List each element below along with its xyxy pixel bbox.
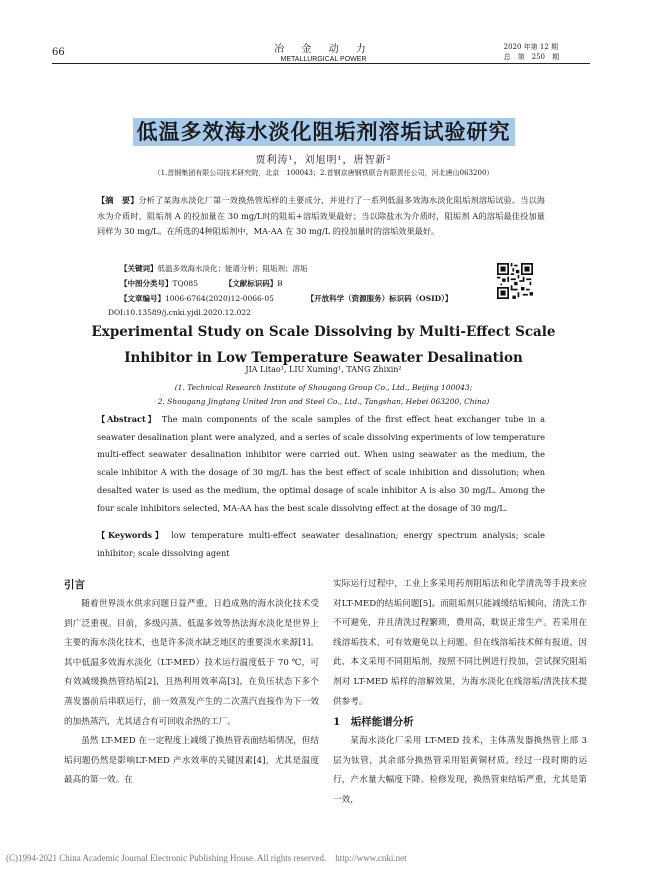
abstract-cn-label: 【摘 要】 xyxy=(97,195,139,205)
copyright-footer: (C)1994-2021 China Academic Journal Electronic Publishing House. All rights reserved. http://www.cnki.net xyxy=(6,853,407,863)
clc-value: TQ085 xyxy=(172,279,198,288)
clc-label: 【中图分类号】 xyxy=(120,279,173,288)
title-en-line-1: Experimental Study on Scale Dissolving by Multi-Effect Scale xyxy=(91,324,556,340)
abstract-en xyxy=(97,411,545,517)
affiliation-en xyxy=(0,381,647,409)
intro-heading-text: 引言 xyxy=(64,579,85,591)
abstract-cn-text: 分析了某海水淡化厂第一效换热管垢样的主要成分，并进行了一系列低温多效海水淡化阻垢剂溶垢试验。当以海水为介质时，阻垢剂 A 的投加量在 30 mg/L时的阻垢+溶垢效果最好；当以除盐水为介质时，阻垢剂 A的溶垢最佳投加量同样为 30 mg/L。在所选的4种阻垢剂中，MA-AA 在 30 mg/L 的投加量时的溶垢效果最好。 xyxy=(97,195,545,236)
keywords-en-text: low temperature multi-effect seawater desalination; energy spectrum analysis; scale inhibitor; scale dissolving agent xyxy=(97,530,546,558)
authors-en: JIA Litao¹, LIU Xuming¹, TANG Zhixin² xyxy=(245,365,402,374)
keywords-cn-label: 【关键词】 xyxy=(120,264,158,273)
abstract-en-text: The main components of the scale samples of the first effect heat exchanger tube in a seawater desalination plant were analyzed, and a series of scale dissolving experiments of low temperature multi-effect seawater desalination inhibitor were carried out. When using seawater as the medium, the scale inhibitor A with the dosage of 30 mg/L has the best effect of scale inhibition and dissolution; when desalted water is used as the medium, the optimal dosage of scale inhibitor A is also 30 mg/L. Among the four scale inhibitors selected, MA-AA has the best scale dissolving effect at the dosage of 30 mg/L. xyxy=(97,414,545,513)
title-en-line-2: Inhibitor in Low Temperature Seawater Desalination xyxy=(124,350,523,366)
journal-name-cn: 冶 金 动 力 xyxy=(274,44,373,55)
doc-code-label: 【文献标识码】 xyxy=(224,279,278,288)
keywords-cn-text: 低温多效海水淡化；能谱分析；阻垢剂；溶垢 xyxy=(157,264,308,273)
title-cn xyxy=(0,118,647,146)
issue-info xyxy=(504,42,559,62)
keywords-en-label: 【Keywords】 xyxy=(97,530,166,540)
right-paragraph-2: 某海水淡化厂采用 LT-MED 技术，主体蒸发器换热管上部 3 层为钛管，其余部分换热管采用铝黄铜材质。经过一段时期的运行，产水量大幅度下降。检修发现，换热管束结垢严重，尤其是第一效， xyxy=(333,736,587,805)
title-cn-text: 低温多效海水淡化阻垢剂溶垢试验研究 xyxy=(133,118,515,146)
intro-heading xyxy=(64,575,85,595)
issue-line-2: 总 第 250 期 xyxy=(503,53,559,61)
issue-line-1: 2020 年第 12 期 xyxy=(503,43,559,51)
page-number: 66 xyxy=(52,47,65,58)
left-paragraph-1: 随着世界淡水供求问题日益严重，日趋成熟的海水淡化技术受到广泛重视。目前，多级闪蒸、低温多效等热法海水淡化是世界上主要的海水淡化技术，也是许多淡水缺乏地区的重要淡水来源[1]。其中低温多效海水淡化（LT-MED）技术运行温度低于 70 ℃，可有效减缓换热管结垢[2]，且热利用效率高[3]，在负压状态下多个蒸发器前后串联运行，前一效蒸发产生的二次蒸汽直接作为下一效的加热蒸汽，尤其适合有可回收余热的工厂。 xyxy=(64,599,319,727)
left-paragraph-2: 虽然 LT-MED 在一定程度上减缓了换热管表面结垢情况，但结垢问题仍然是影响LT-MED 产水效率的关键因素[4]，尤其是温度最高的第一效。在 xyxy=(64,736,319,786)
qr-code-icon xyxy=(497,263,533,299)
abstract-en-label: 【Abstract】 xyxy=(97,414,158,424)
journal-name-en: METALLURGICAL POWER xyxy=(280,56,367,63)
affiliation-cn: （1.首钢集团有限公司技术研究院，北京 100043；2.首钢京唐钢铁联合有限责任公司，河北唐山063200） xyxy=(153,169,494,177)
affiliation-en-1: (1. Technical Research Institute of Shougang Group Co., Ltd., Beijing 100043; xyxy=(174,383,473,392)
keywords-en xyxy=(97,527,545,562)
right-column xyxy=(333,575,587,811)
doc-code-value: B xyxy=(277,279,283,288)
doi: DOI:10.13589/j.cnki.yjdl.2020.12.022 xyxy=(108,308,251,317)
classification-line xyxy=(120,277,283,290)
header-rule xyxy=(52,63,590,64)
title-en xyxy=(0,319,647,371)
left-column xyxy=(64,595,319,791)
right-paragraph-1: 实际运行过程中，工业上多采用药剂阻垢法和化学清洗等手段来应对LT-MED的结垢问题[5]。而阻垢剂只能减缓结垢倾向，清洗工作不可避免，并且清洗过程繁琐，费用高，耽误正常生产。若采用在线溶垢技术，可有效避免以上问题。但在线溶垢技术鲜有报道，因此，本文采用不同阻垢剂，按照不同比例进行投加，尝试探究阻垢剂对 LT-MED 垢样的溶解效果，为海水淡化在线溶垢/清洗技术提供参考。 xyxy=(333,579,587,707)
section-1-heading: 1 垢样能谱分析 xyxy=(333,716,414,729)
authors-cn: 贾利涛¹，刘旭明¹，唐智新² xyxy=(255,155,392,166)
keywords-cn xyxy=(120,262,308,275)
abstract-cn xyxy=(97,193,545,240)
affiliation-en-2: 2. Shougang Jingtang United Iron and Steel Co., Ltd., Tangshan, Hebei 063200, China) xyxy=(157,397,490,406)
osid-label: 【开放科学（资源服务）标识码（OSID）】 xyxy=(306,294,453,303)
article-no-label: 【文章编号】 xyxy=(120,294,165,303)
article-number-line xyxy=(120,292,452,305)
article-no-value: 1006-6764(2020)12-0066-05 xyxy=(165,294,274,303)
